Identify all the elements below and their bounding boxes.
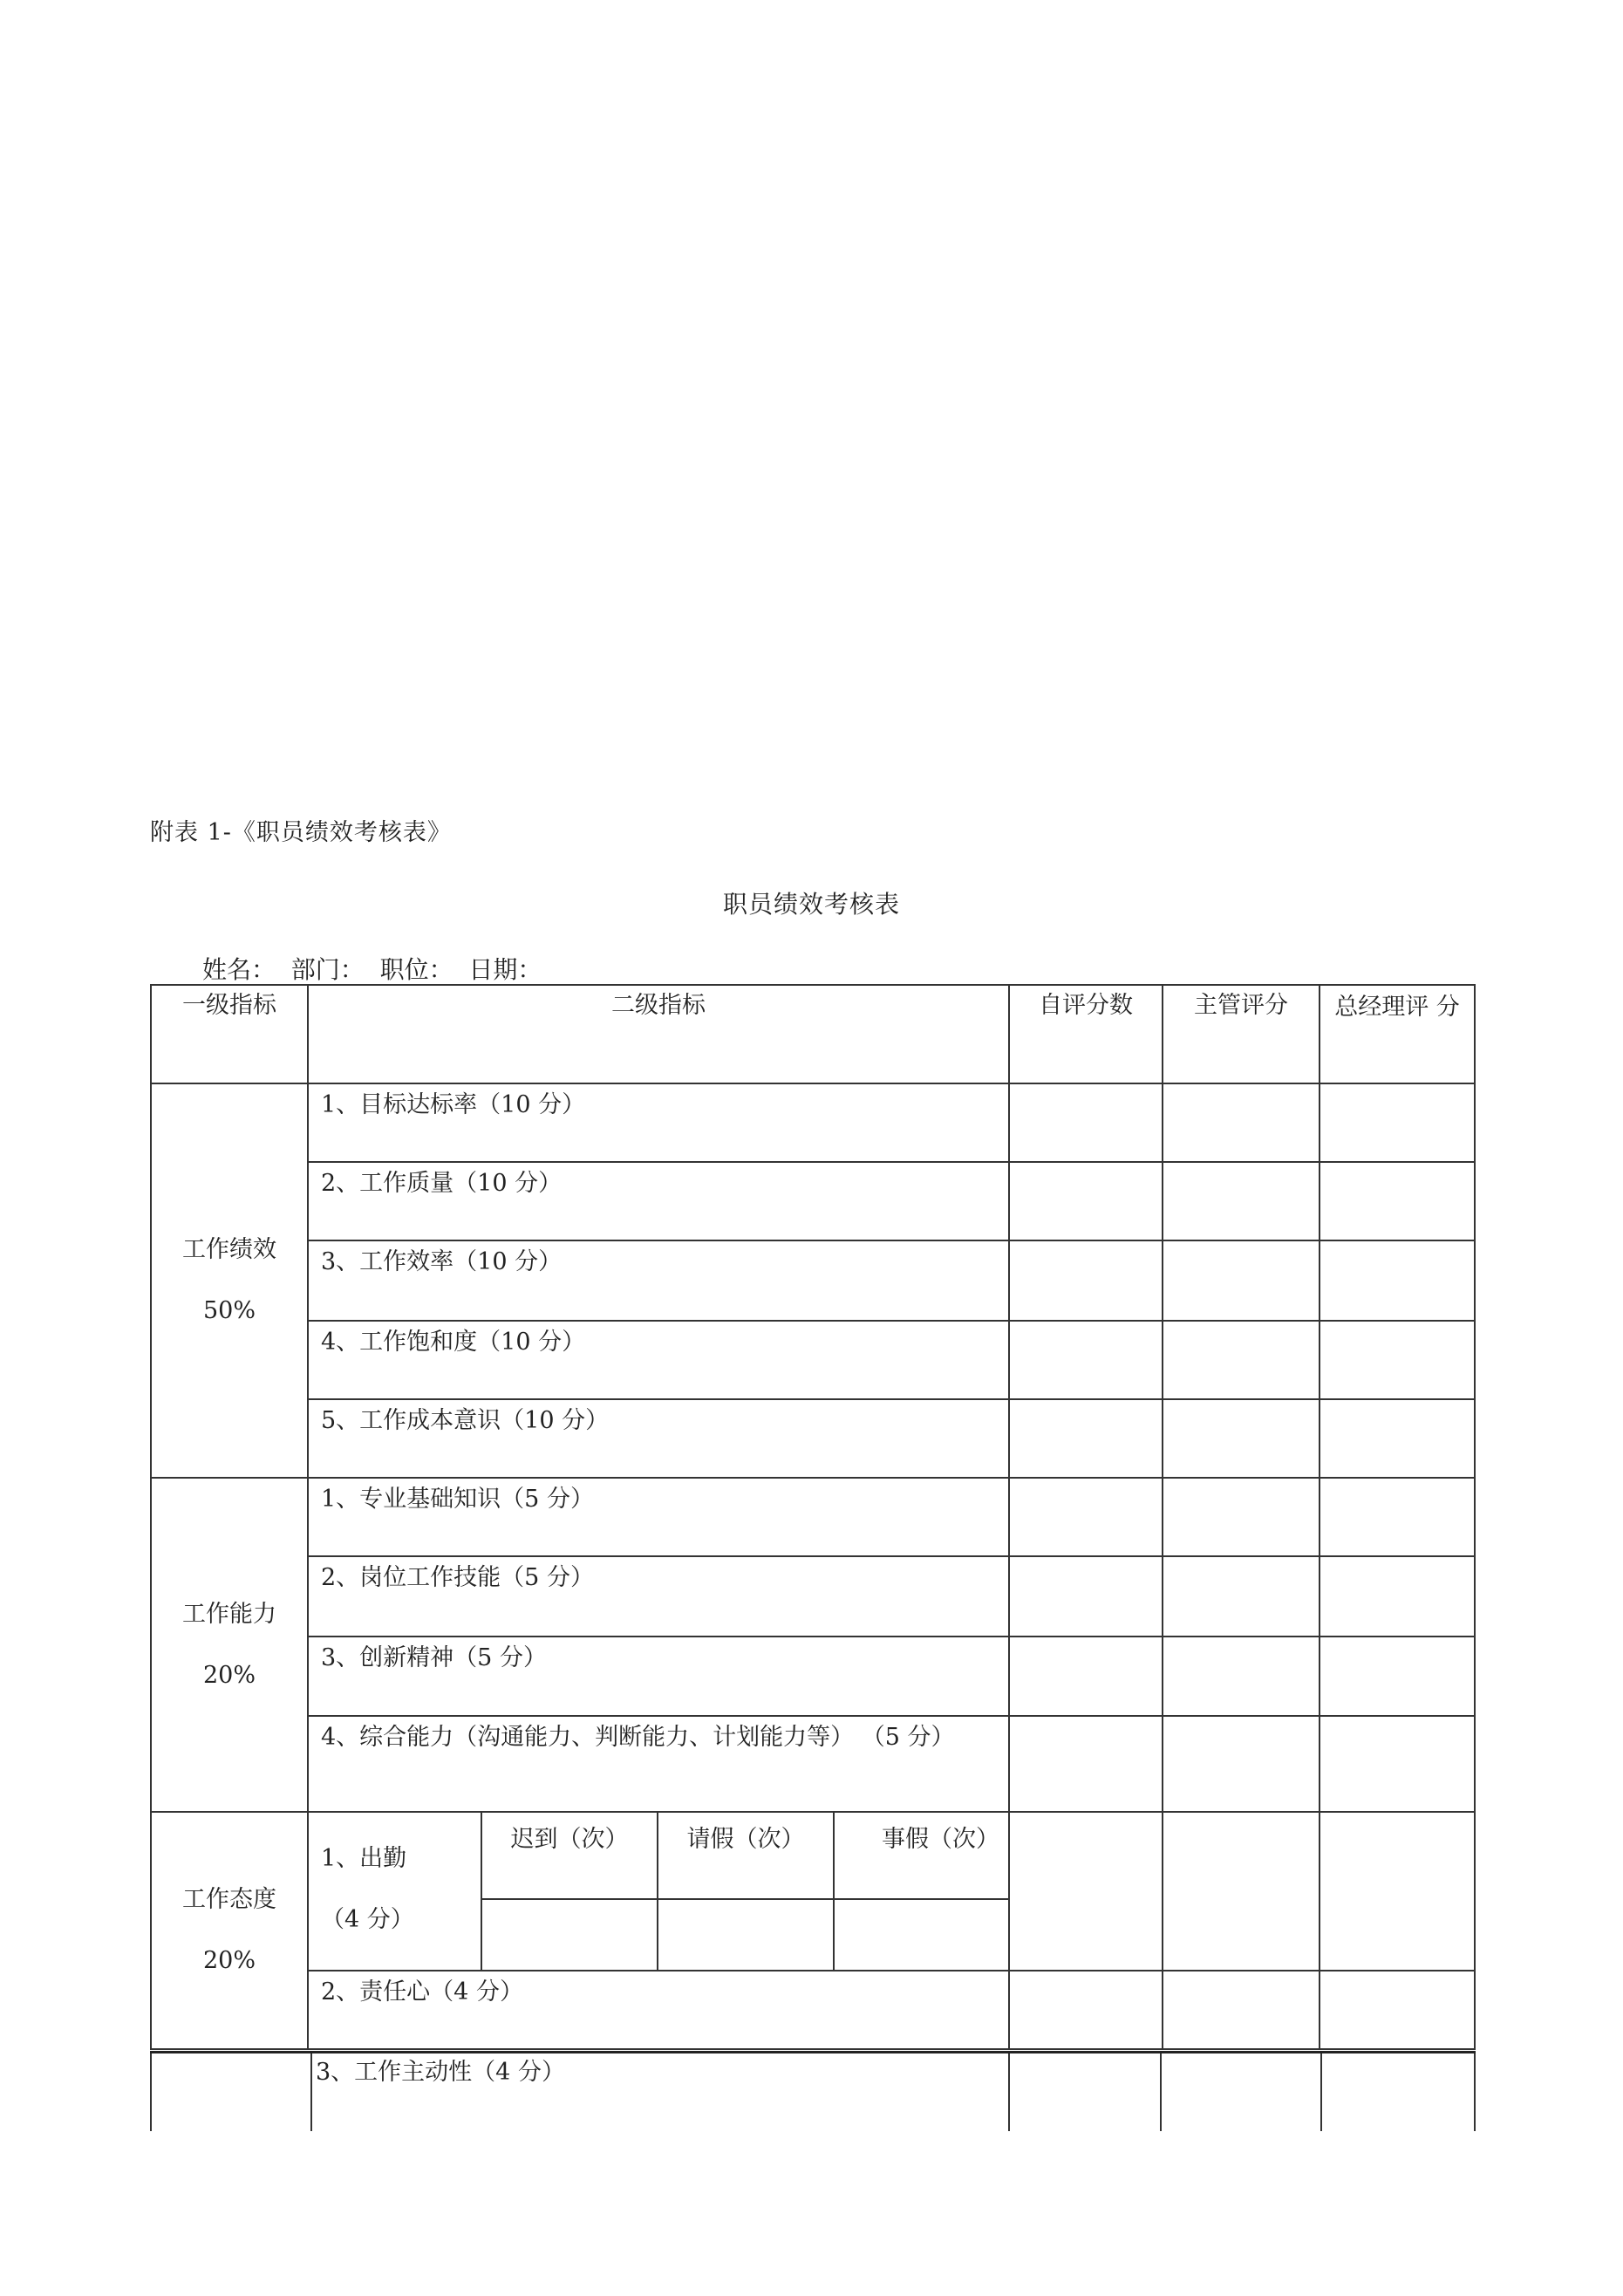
item-label: 3、工作主动性（4 分） xyxy=(311,2053,1009,2132)
appraisal-table xyxy=(150,984,1476,2050)
self-score-cell[interactable] xyxy=(1009,1399,1163,1478)
table-row xyxy=(151,1812,1475,1971)
item-label: 3、创新精神（5 分） xyxy=(308,1637,1009,1716)
table-row xyxy=(151,1971,1475,2049)
attendance-label: 1、出勤 xyxy=(321,1845,407,1872)
header-self-score: 自评分数 xyxy=(1009,985,1163,1083)
personal-leave-count-header: 事假（次） xyxy=(834,1813,1010,1899)
item-label: 1、专业基础知识（5 分） xyxy=(308,1478,1009,1556)
gm-score-cell[interactable] xyxy=(1320,1240,1475,1321)
supervisor-score-cell[interactable] xyxy=(1163,1162,1320,1240)
category-weight: 20% xyxy=(202,1661,256,1689)
item-label: 3、工作效率（10 分） xyxy=(308,1240,1009,1321)
category-work-performance xyxy=(151,1083,308,1478)
gm-score-cell[interactable] xyxy=(1320,1812,1475,1971)
employee-info-line: 姓名： 部门： 职位： 日期： xyxy=(202,955,542,984)
supervisor-score-cell[interactable] xyxy=(1161,2053,1321,2132)
table-row xyxy=(151,1083,1475,1162)
self-score-cell[interactable] xyxy=(1009,1637,1163,1716)
leave-count-input[interactable] xyxy=(658,1899,834,1970)
supervisor-score-cell[interactable] xyxy=(1163,1399,1320,1478)
gm-score-cell[interactable] xyxy=(1320,1637,1475,1716)
item-label: 5、工作成本意识（10 分） xyxy=(308,1399,1009,1478)
item-label: 2、工作质量（10 分） xyxy=(308,1162,1009,1240)
self-score-cell[interactable] xyxy=(1009,1556,1163,1637)
form-title: 职员绩效考核表 xyxy=(722,890,900,919)
item-label: 2、责任心（4 分） xyxy=(308,1971,1009,2049)
table-row xyxy=(151,1716,1475,1812)
category-cell-empty xyxy=(151,2053,311,2132)
late-count-input[interactable] xyxy=(481,1899,658,1970)
gm-score-cell[interactable] xyxy=(1320,1478,1475,1556)
category-name: 工作态度 xyxy=(182,1886,276,1913)
self-score-cell[interactable] xyxy=(1009,1812,1163,1971)
supervisor-score-cell[interactable] xyxy=(1163,1971,1320,2049)
category-name: 工作能力 xyxy=(182,1600,276,1628)
item-label: 4、综合能力（沟通能力、判断能力、计划能力等） （5 分） xyxy=(308,1716,1009,1812)
category-work-attitude xyxy=(151,1812,308,2049)
supervisor-score-cell[interactable] xyxy=(1163,1556,1320,1637)
supervisor-score-cell[interactable] xyxy=(1163,1321,1320,1399)
table-row xyxy=(151,1399,1475,1478)
table-row xyxy=(151,1162,1475,1240)
appendix-title: 附表 1-《职员绩效考核表》 xyxy=(150,819,452,846)
gm-score-cell[interactable] xyxy=(1320,1399,1475,1478)
header-level2: 二级指标 xyxy=(308,985,1009,1083)
supervisor-score-cell[interactable] xyxy=(1163,1716,1320,1812)
self-score-cell[interactable] xyxy=(1009,2053,1161,2132)
supervisor-score-cell[interactable] xyxy=(1163,1812,1320,1971)
attendance-points: （4 分） xyxy=(321,1906,414,1933)
gm-score-cell[interactable] xyxy=(1321,2053,1475,2132)
attendance-label-cell xyxy=(309,1813,481,1970)
category-name: 工作绩效 xyxy=(182,1236,276,1263)
attendance-cell xyxy=(308,1812,1009,1971)
header-gm-score: 总经理评 分 xyxy=(1320,985,1475,1083)
self-score-cell[interactable] xyxy=(1009,1716,1163,1812)
table-row xyxy=(151,1556,1475,1637)
supervisor-score-cell[interactable] xyxy=(1163,1240,1320,1321)
table-row xyxy=(151,1321,1475,1399)
header-level1: 一级指标 xyxy=(151,985,308,1083)
self-score-cell[interactable] xyxy=(1009,1162,1163,1240)
category-weight: 50% xyxy=(202,1297,256,1324)
self-score-cell[interactable] xyxy=(1009,1321,1163,1399)
supervisor-score-cell[interactable] xyxy=(1163,1083,1320,1162)
self-score-cell[interactable] xyxy=(1009,1478,1163,1556)
header-row xyxy=(151,985,1475,1083)
table-row xyxy=(151,1240,1475,1321)
supervisor-score-cell[interactable] xyxy=(1163,1478,1320,1556)
category-work-ability xyxy=(151,1478,308,1812)
continuation-table xyxy=(150,2051,1476,2131)
supervisor-score-cell[interactable] xyxy=(1163,1637,1320,1716)
item-label: 4、工作饱和度（10 分） xyxy=(308,1321,1009,1399)
self-score-cell[interactable] xyxy=(1009,1240,1163,1321)
gm-score-cell[interactable] xyxy=(1320,1716,1475,1812)
personal-leave-count-input[interactable] xyxy=(834,1899,1010,1970)
self-score-cell[interactable] xyxy=(1009,1971,1163,2049)
table-row xyxy=(151,1637,1475,1716)
gm-score-cell[interactable] xyxy=(1320,1083,1475,1162)
item-label: 1、目标达标率（10 分） xyxy=(308,1083,1009,1162)
table-row xyxy=(151,1478,1475,1556)
self-score-cell[interactable] xyxy=(1009,1083,1163,1162)
gm-score-cell[interactable] xyxy=(1320,1556,1475,1637)
attendance-subtable xyxy=(309,1813,1010,1970)
item-label: 2、岗位工作技能（5 分） xyxy=(308,1556,1009,1637)
category-weight: 20% xyxy=(202,1947,256,1974)
header-supervisor-score: 主管评分 xyxy=(1163,985,1320,1083)
table-row xyxy=(151,2053,1475,2132)
leave-count-header: 请假（次） xyxy=(658,1813,834,1899)
gm-score-cell[interactable] xyxy=(1320,1321,1475,1399)
gm-score-cell[interactable] xyxy=(1320,1971,1475,2049)
gm-score-cell[interactable] xyxy=(1320,1162,1475,1240)
late-count-header: 迟到（次） xyxy=(481,1813,658,1899)
